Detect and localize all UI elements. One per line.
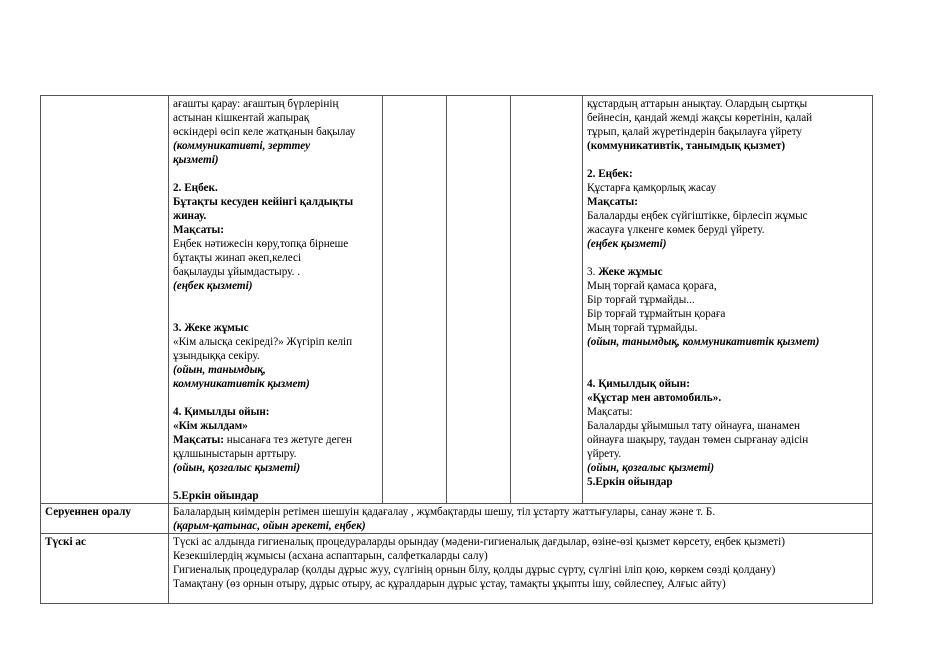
- text-line: тұрып, қалай жүретіндерін бақылауға үйрету: [587, 126, 803, 138]
- game-name: «Кім жылдам»: [173, 420, 248, 432]
- game-heading: 4. Қимылды ойын:: [173, 406, 270, 418]
- aim-label: Мақсаты:: [173, 224, 224, 236]
- activity-tag: (еңбек қызметі): [173, 280, 253, 292]
- work-subtitle: жинау.: [173, 210, 207, 222]
- free-play-heading: 5.Еркін ойындар: [587, 476, 673, 488]
- text-line: Балаларды ұйымшыл тату ойнауға, шанамен: [587, 420, 800, 432]
- row-label-lunch: Түскі ас: [41, 534, 169, 604]
- text-line: Балалардың киімдерін ретімен шешуін қадағалау , жұмбақтарды шешу, тіл ұстарту жаттығулары, санау және т. Б.: [173, 506, 716, 518]
- text-line: Балаларды еңбек сүйгіштікке, бірлесіп жұмыс: [587, 210, 808, 222]
- activity-tag: (ойын, қозғалыс қызметі): [587, 462, 715, 474]
- poem-line: Мың торғай тұрмайды.: [587, 322, 698, 334]
- tuesday-walk-cell: [383, 96, 447, 504]
- text-line: Гигиеналық процедуралар (қолды дұрыс жуу, сүлгінің орнын білу, қолды дұрыс сүрту, сүлгіні іліп қою, көркем сөзді қолдану): [173, 564, 776, 576]
- walk-activities-row: [41, 96, 873, 504]
- lunch-content-cell: [169, 534, 873, 604]
- free-play-heading: 5.Еркін ойындар: [173, 490, 259, 502]
- aim-label: Мақсаты:: [587, 196, 638, 208]
- text-line: Кезекшілердің жұмысы (асхана аспаптарын, салфеткаларды салу): [173, 550, 488, 562]
- text-line: «Кім алысқа секіреді?» Жүгіріп келіп: [173, 336, 353, 348]
- lunch-row: [41, 534, 873, 604]
- return-from-walk-row: [41, 504, 873, 534]
- work-subtitle: Бұтақты кесуден кейінгі қалдықты: [173, 196, 354, 208]
- activity-tag: коммуникативтік қызмет): [173, 378, 310, 390]
- plan-table: [40, 95, 873, 604]
- text-line: бақылауды ұйымдастыру. .: [173, 266, 300, 278]
- aim-label: Мақсаты:: [173, 434, 224, 446]
- text-line: жасауға үлкенге көмек беруді үйрету.: [587, 224, 765, 236]
- activity-tag: (қарым-қатынас, ойын әрекеті, еңбек): [173, 520, 366, 532]
- text-line: нысанаға тез жетуге деген: [223, 434, 352, 446]
- row-label-return: Серуеннен оралу: [41, 504, 169, 534]
- return-content-cell: [169, 504, 873, 534]
- thursday-walk-cell: [511, 96, 583, 504]
- text-line: ұзындыққа секіру.: [173, 350, 260, 362]
- text-line: құлшыныстарын арттыру.: [173, 448, 297, 460]
- friday-walk-cell: [583, 96, 873, 504]
- activity-tag: (еңбек қызметі): [587, 238, 667, 250]
- text-line: ойнауға шақыру, таудан төмен сырғанау әдісін: [587, 434, 809, 446]
- poem-line: Бір торғай тұрмайды...: [587, 294, 695, 306]
- activity-tag: (ойын, қозғалыс қызметі): [173, 462, 301, 474]
- work-heading: 2. Еңбек.: [173, 182, 218, 194]
- row-label-empty: [41, 96, 169, 504]
- text-line: өскіндері өсіп келе жатқанын бақылау: [173, 126, 356, 138]
- text-line: Тамақтану (өз орнын отыру, дұрыс отыру, ас құралдарын дұрыс ұстау, тамақты ұқыпты ішу, сөйлеспеу, Алғыс айту): [173, 578, 726, 590]
- text-line: үйрету.: [587, 448, 622, 460]
- monday-walk-cell: [169, 96, 383, 504]
- text-line: Түскі ас алдында гигиеналық процедураларды орындау (мәдени-гигиеналық дағдылар, өзіне-өзі қызмет көрсету, еңбек қызметі): [173, 536, 786, 548]
- activity-tag: (коммуникативтік, танымдық қызмет): [587, 140, 786, 152]
- text-line: бейнесін, қандай жемді жақсы көретінін, қалай: [587, 112, 813, 124]
- text-line: құстардың аттарын анықтау. Олардың сыртқы: [587, 98, 808, 110]
- text-line: бұтақты жинап әкеп,келесі: [173, 252, 302, 264]
- individual-work-heading: 3. Жеке жұмыс: [173, 322, 249, 334]
- text-line: ағашты қарау: ағаштың бүрлерінің: [173, 98, 339, 110]
- game-heading: 4. Қимылдық ойын:: [587, 378, 690, 390]
- poem-line: Бір торғай тұрмайтын қораға: [587, 308, 726, 320]
- activity-tag: (коммуникативті, зерттеу: [173, 140, 311, 152]
- text-line: Құстарға қамқорлық жасау: [587, 182, 717, 194]
- text-line: астынан кішкентай жапырақ: [173, 112, 310, 124]
- activity-tag: (ойын, танымдық, коммуникативтік қызмет): [587, 336, 820, 348]
- text-line: Еңбек нәтижесін көру,топқа бірнеше: [173, 238, 349, 250]
- activity-tag: (ойын, танымдық,: [173, 364, 266, 376]
- game-name: «Құстар мен автомобиль».: [587, 392, 722, 404]
- wednesday-walk-cell: [447, 96, 511, 504]
- activity-tag: қызметі): [173, 154, 219, 166]
- poem-line: Мың торғай қамаса қораға,: [587, 280, 717, 292]
- work-heading: 2. Еңбек:: [587, 168, 633, 180]
- aim-label: Мақсаты:: [587, 406, 633, 418]
- individual-work-heading: Жеке жұмыс: [598, 266, 663, 278]
- heading-number: 3.: [587, 266, 599, 278]
